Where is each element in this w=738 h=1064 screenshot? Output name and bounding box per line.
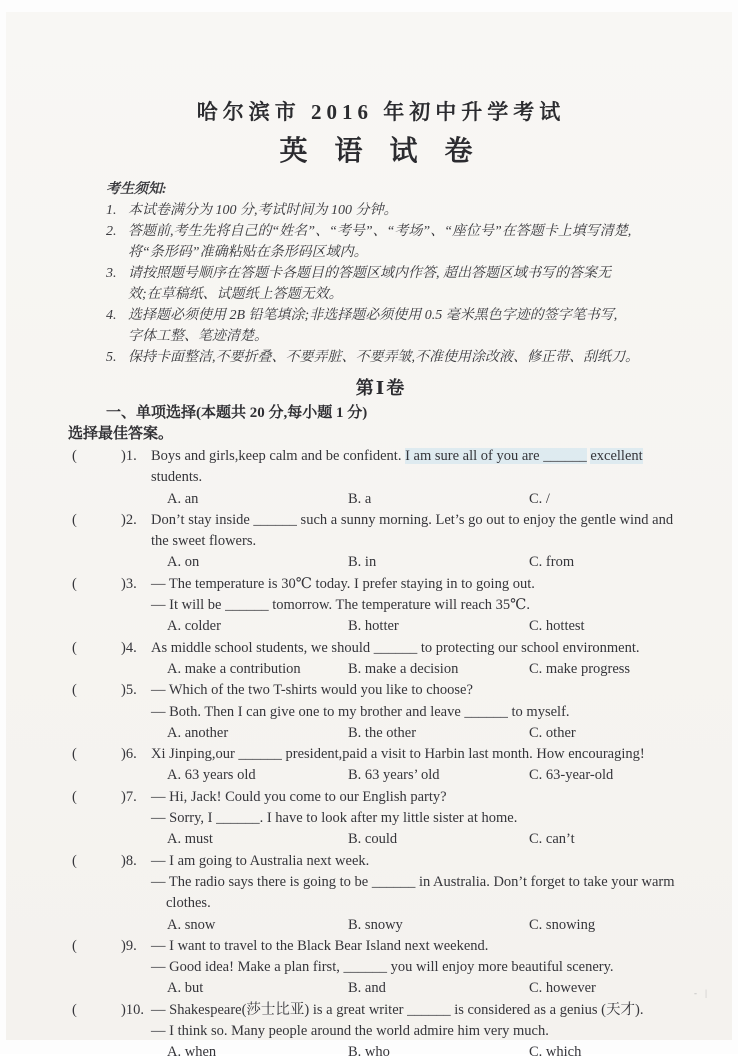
notice-item-line: 本试卷满分为 100 分,考试时间为 100 分钟。 [128,203,398,218]
answer-bracket: ( [72,511,77,528]
option-b: B. make a decision [348,660,459,677]
stem-text: clothes. [166,895,211,912]
option-b: B. the other [348,724,417,741]
options-row [151,978,696,999]
answer-bracket: ( [72,639,77,656]
question-number: )8. [121,852,137,869]
candidate-notice [66,179,696,368]
notice-item-number: 3. [106,266,117,281]
stem-text: — Good idea! Make a plan first, ______ you will enjoy more beautiful scenery. [151,959,614,976]
question-item [66,446,696,510]
option-b: B. snowy [348,916,403,933]
questions [66,446,696,1064]
stem-text: — I am going to Australia next week. [151,852,370,869]
stem-text: — Shakespeare(莎士比亚) is a great writer ______ is considered as a genius (天才). [151,1001,644,1018]
option-b: B. hotter [348,618,399,635]
question-number: )9. [121,937,137,954]
options-row [151,1042,696,1063]
stem-text: — The temperature is 30℃ today. I prefer staying in to going out. [151,575,535,592]
notice-item [66,347,696,368]
stem-text: — It will be ______ tomorrow. The temperature will reach 35℃. [151,597,531,614]
question-item [66,744,696,787]
stem-text: — Hi, Jack! Could you come to our English party? [151,788,447,805]
notice-item-line: 保持卡面整洁,不要折叠、不要弄脏、不要弄皱,不准使用涂改液、修正带、刮纸刀。 [128,350,639,365]
option-c: C. hottest [529,618,585,635]
question-item [66,510,696,574]
stem-text: — I think so. Many people around the world admire him very much. [151,1023,549,1040]
notice-item-line: 效;在草稿纸、试题纸上答题无效。 [128,287,343,302]
stem-text: — The radio says there is going to be ______ in Australia. Don’t forget to take your warm [151,873,675,890]
part1-heading: 第Ⅰ卷 [355,378,407,398]
question-stem-line [151,446,696,467]
question-number: )7. [121,788,137,805]
notice-item-number: 1. [106,203,117,218]
question-body [151,744,696,787]
options-row [151,489,696,510]
option-b: B. could [348,831,398,848]
notice-item-line: 请按照题号顺序在答题卡各题目的答题区域内作答, 超出答题区域书写的答案无 [128,266,611,281]
option-c: C. other [529,724,576,741]
notice-item-line: 答题前,考生先将自己的“姓名”、“考号”、“考场”、“座位号”在答题卡上填写清楚, [128,224,632,239]
option-a: A. 63 years old [167,767,256,784]
stem-text: As middle school students, we should ______ to protecting our school environment. [151,639,640,656]
answer-bracket: ( [72,448,77,464]
answer-bracket: ( [72,746,77,763]
question-stem-line [151,702,696,723]
stem-text: — Both. Then I can give one to my brother and leave ______ to myself. [151,703,570,720]
question-stem-line [151,680,696,701]
option-c: C. / [529,490,550,507]
question-stem-line [151,574,696,595]
question-stem-line [151,595,696,616]
option-a: A. but [167,980,204,997]
section1-instruction: 选择最佳答案。 [68,426,174,442]
question-item [66,680,696,744]
question-body [151,1000,696,1064]
stem-text: Xi Jinping,our ______ president,paid a visit to Harbin last month. How encouraging! [151,746,645,763]
option-b: B. a [348,490,372,507]
stem-text: the sweet flowers. [151,533,257,550]
answer-bracket: ( [72,852,77,869]
options-row [151,915,696,936]
question-stem-line [151,1021,696,1042]
option-c: C. from [529,554,575,571]
exam-title-line2: 英 语 试 卷 [279,136,483,167]
options-row [151,659,696,680]
option-b: B. and [348,980,386,997]
question-body [151,446,696,510]
question-stem-line [151,510,696,531]
option-a: A. must [167,831,213,848]
options-row [151,723,696,744]
option-c: C. 63-year-old [529,767,614,784]
notice-item-number: 5. [106,350,117,365]
exam-paper-page [6,12,732,1061]
question-number: )6. [121,746,137,763]
question-item [66,638,696,681]
options-row [151,829,696,850]
question-number: )2. [121,511,137,528]
question-body [151,680,696,744]
option-c: C. which [529,1044,582,1061]
notice-item-number: 2. [106,224,117,239]
question-stem-line [151,957,696,978]
question-body [151,851,696,936]
question-item [66,787,696,851]
stem-text: — Sorry, I ______. I have to look after my little sister at home. [151,810,518,827]
option-c: C. however [529,980,596,997]
option-a: A. another [167,724,229,741]
notice-heading: 考生须知: [106,182,167,197]
question-stem-line [166,893,696,914]
question-item [66,574,696,638]
question-stem-line [151,936,696,957]
option-b: B. 63 years’ old [348,767,440,784]
question-stem-line [151,808,696,829]
option-c: C. can’t [529,831,575,848]
option-a: A. an [167,490,199,507]
option-c: C. snowing [529,916,596,933]
answer-bracket: ( [72,575,77,592]
option-b: B. who [348,1044,390,1061]
question-body [151,574,696,638]
options-row [151,616,696,637]
notice-item-line: 字体工整、笔迹清楚。 [128,329,268,344]
stem-text: Boys and girls,keep calm and be confident. [151,448,406,464]
question-body [151,638,696,681]
scan-mark: - | [693,988,710,998]
exam-title-line1: 哈尔滨市 2016 年初中升学考试 [196,100,566,124]
question-stem-line [151,744,696,765]
question-number: )5. [121,682,137,699]
option-a: A. snow [167,916,216,933]
stem-text: students. [151,469,203,486]
stem-text: Don’t stay inside ______ such a sunny morning. Let’s go out to enjoy the gentle wind and [151,511,674,528]
answer-bracket: ( [72,937,77,954]
question-body [151,787,696,851]
notice-item-line: 将“条形码”准确粘贴在条形码区域内。 [128,245,368,260]
question-body [151,510,696,574]
notice-item-number: 4. [106,308,117,323]
question-number: )3. [121,575,137,592]
option-a: A. colder [167,618,221,635]
page-content [66,12,696,1064]
question-stem-line [151,851,696,872]
answer-bracket: ( [72,788,77,805]
question-number: )10. [121,1001,144,1018]
question-body [151,936,696,1000]
notice-items [66,200,696,368]
options-row [151,552,696,573]
question-stem-line [151,531,696,552]
question-item [66,1000,696,1064]
notice-item [66,221,696,263]
question-item [66,851,696,936]
highlighted-text: excellent [590,448,643,464]
question-number: )4. [121,639,137,656]
question-stem-line [151,872,696,893]
question-stem-line [151,467,696,488]
answer-bracket: ( [72,1001,77,1018]
option-b: B. in [348,554,377,571]
notice-item [66,263,696,305]
question-stem-line [151,787,696,808]
highlighted-text: I am sure all of you are ______ [405,448,587,464]
stem-text: — I want to travel to the Black Bear Island next weekend. [151,937,489,954]
answer-bracket: ( [72,682,77,699]
option-a: A. when [167,1044,217,1061]
question-stem-line [151,1000,696,1021]
option-a: A. make a contribution [167,660,301,677]
notice-item-line: 选择题必须使用 2B 铅笔填涂;非选择题必须使用 0.5 毫米黑色字迹的签字笔书写, [128,308,618,323]
option-c: C. make progress [529,660,631,677]
notice-item [66,200,696,221]
question-number: )1. [121,448,137,464]
stem-text: — Which of the two T-shirts would you like to choose? [151,682,473,699]
options-row [151,765,696,786]
option-a: A. on [167,554,200,571]
question-stem-line [151,638,696,659]
question-item [66,936,696,1000]
section1-title: 一、单项选择(本题共 20 分,每小题 1 分) [106,405,368,421]
notice-item [66,305,696,347]
